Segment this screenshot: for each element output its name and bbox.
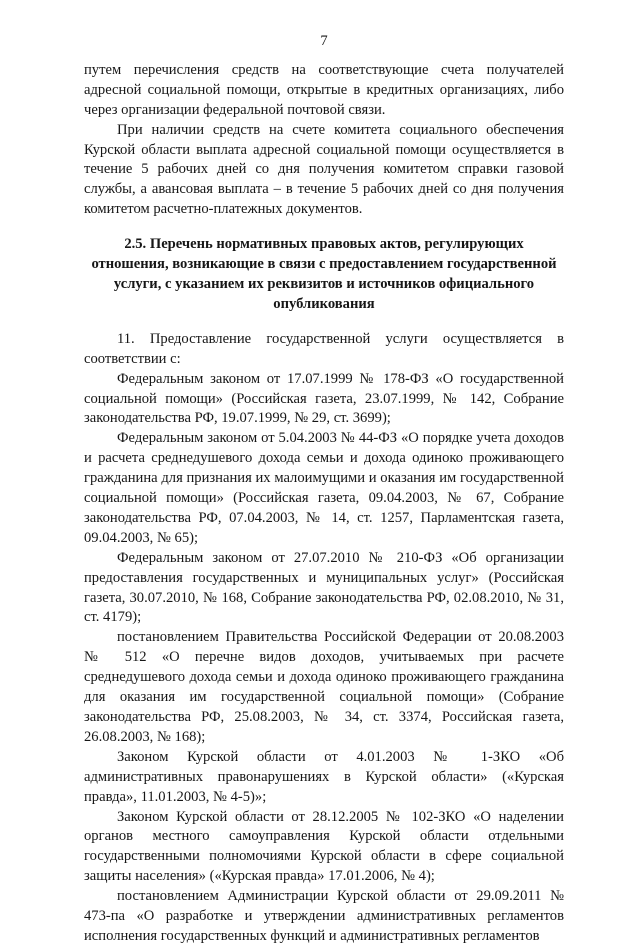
paragraph-law-1-zko: Законом Курской области от 4.01.2003 № 1-ЗКО «Об административных правонарушениях в Курской области» («Курская правда», 11.01.2003, № 4-5)»; <box>84 748 564 805</box>
paragraph-law-210-fz: Федеральным законом от 27.07.2010 № 210-ФЗ «Об организации предоставления государственных и муниципальных услуг» (Российская газета, 30.07.2010, № 168, Собрание законодательства РФ, 02.08.2010, № 31, ст. 4179); <box>84 549 564 626</box>
page-number: 7 <box>320 33 328 49</box>
paragraph-law-102-zko: Законом Курской области от 28.12.2005 № 102-ЗКО «О наделении органов местного самоуправления Курской области отдельными государственными полномочиями Курской области в сфере социальной защиты населения» («Курская правда» 17.01.2006, № 4); <box>84 808 564 885</box>
paragraph-resolution-512: постановлением Правительства Российской Федерации от 20.08.2003 № 512 «О перечне видов доходов, учитываемых при расчете среднедушевого дохода семьи и дохода одиноко проживающего гражданина для оказания им государственной социальной помощи» (Собрание законодательства РФ, 25.08.2003, № 34, ст. 3374, Российская газета, 26.08.2003, № 168); <box>84 629 564 745</box>
paragraph-law-178-fz: Федеральным законом от 17.07.1999 № 178-ФЗ «О государственной социальной помощи» (Российская газета, 23.07.1999, № 142, Собрание законодательства РФ, 19.07.1999, № 29, ст. 3699); <box>84 370 564 427</box>
paragraph-resolution-473-pa: постановлением Администрации Курской области от 29.09.2011 № 473-па «О разработке и утверждении административных регламентов исполнения государственных функций и административных регламентов <box>84 888 564 944</box>
document-page <box>84 32 564 947</box>
paragraph-law-44-fz: Федеральным законом от 5.04.2003 № 44-ФЗ «О порядке учета доходов и расчета среднедушевого дохода семьи и дохода одиноко проживающего гражданина для признания их малоимущими и оказания им государственной социальной помощи» (Российская газета, 09.04.2003, № 67, Собрание законодательства РФ, 07.04.2003, № 14, ст. 1257, Парламентская газета, 09.04.2003, № 65); <box>84 430 564 546</box>
paragraph-legal-basis-intro: 11. Предоставление государственной услуги осуществляется в соответствии с: <box>84 330 564 367</box>
section-title: 2.5. Перечень нормативных правовых актов, регулирующих отношения, возникающие в связи с предоставлением государственной услуги, с указанием их реквизитов и источников официального опубликования <box>91 236 557 312</box>
paragraph-payment-transfer: путем перечисления средств на соответствующие счета получателей адресной социальной помощи, открытые в кредитных организациях, либо через организации федеральной почтовой связи. <box>84 61 564 118</box>
paragraph-payment-terms: При наличии средств на счете комитета социального обеспечения Курской области выплата адресной социальной помощи осуществляется в течение 5 рабочих дней со дня получения комитетом справки газовой службы, а авансовая выплата – в течение 5 рабочих дней со дня получения комитетом расчетно-платежных документов. <box>84 121 564 218</box>
